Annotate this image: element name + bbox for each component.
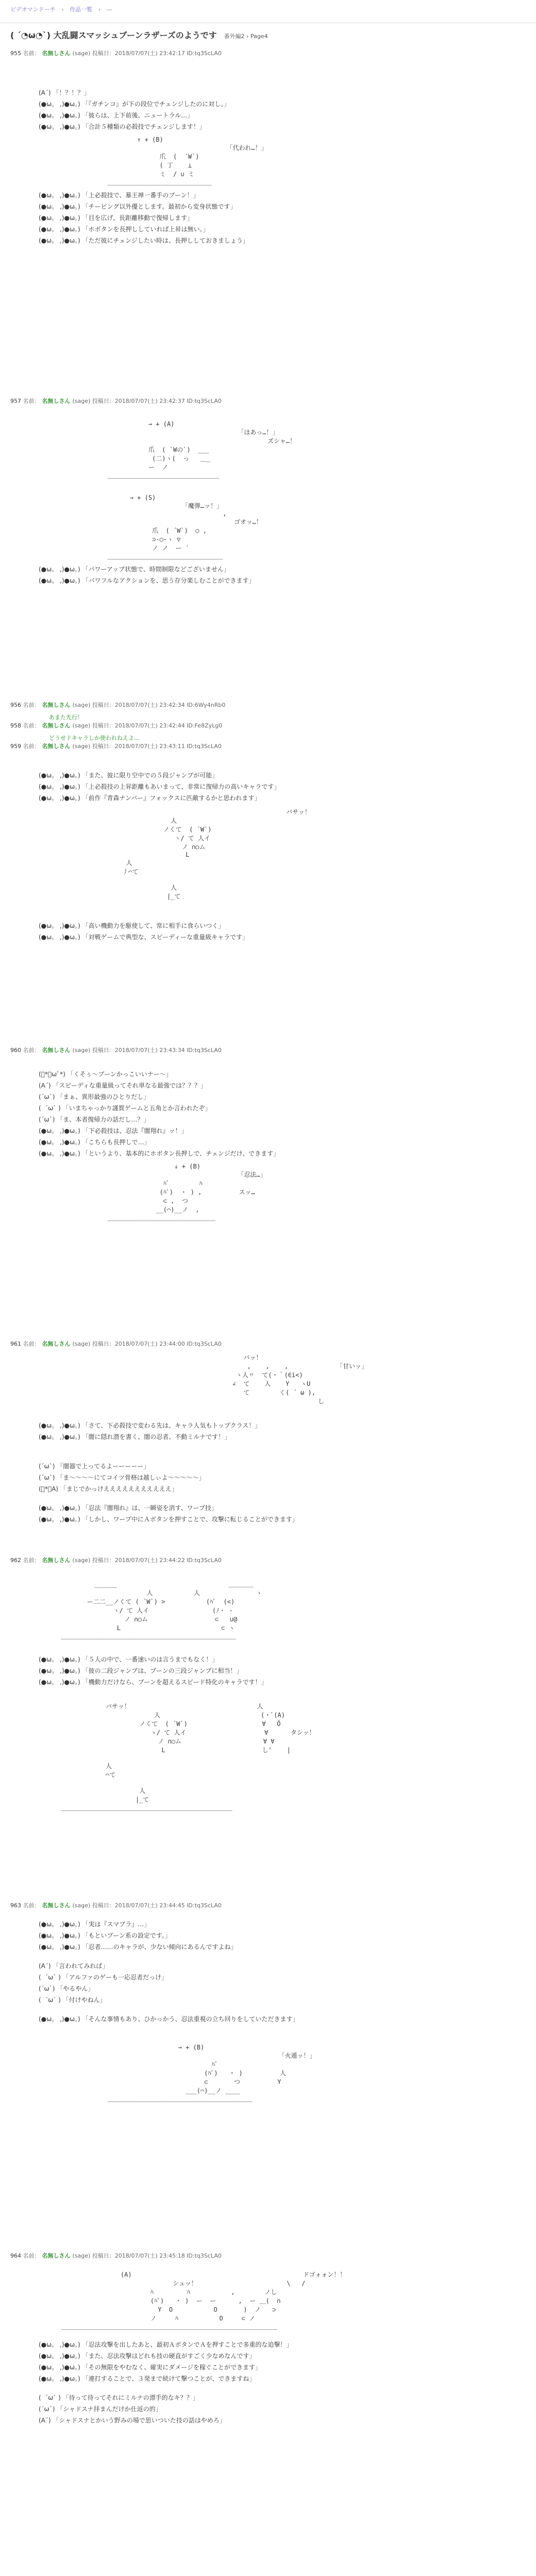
post-meta: 955 名前： 名無しさん (sage) 投稿日：2018/07/07(土) 23:42:17 ID:tq3ScLA0	[10, 50, 222, 57]
breadcrumb-separator: ›	[98, 6, 101, 13]
post-line: (●ω。 ,)●ω。) 「さて、下必殺技で変わる先は、キャラ人気もトップクラス！」	[39, 1422, 261, 1429]
post-author: 名無しさん	[42, 743, 71, 750]
post-date: 投稿日：2018/07/07(土) 23:42:34 ID:6Wy4nRb0	[92, 702, 226, 708]
post-number[interactable]: 964	[10, 2252, 21, 2259]
ascii-art: バサッ！ 人 ノくて ( ´W`) ヽ/ て 人イ ノ ∩○ム L 人 丿⌒て 人 |_て	[122, 808, 311, 900]
post-author: 名無しさん	[42, 702, 71, 708]
ascii-art: ______ ＿＿＿＿ 人 人 ヽ ー二二__ノくて ( ´W`) > (ﾊﾟ (<) ヽ/ て 人イ (ﾉ・ - ノ ∩○ム ⊂ ∪@ L ⊂ ヽ _______________________________________________	[61, 1581, 262, 1639]
post-line: (●ω。 ,)●ω。) 「というより、基本的にホボタン長押しで、チェンジだけ、できます」	[39, 1150, 280, 1157]
post-body	[39, 1920, 515, 2102]
post-line: (●ω。 ,)●ω。) 「合計５種類の必殺技でチェンジします！」	[39, 123, 206, 130]
post-964	[10, 2251, 515, 2427]
header	[0, 0, 536, 23]
post-line: ( ´ω` ) 「いまちゃっかり謹賀ゲームと五角とか言われたぞ」	[39, 1105, 211, 1112]
post-line: (●ω。 ,)●ω。) 「上必殺技の上昇距離もあいまって、非常に復帰力の高いキャラです」	[39, 783, 280, 790]
post-line: (´ω`) 「シャドスナ拝まんだけか仕返の的」	[39, 2405, 162, 2413]
ascii-art: バサッ！ 人 人 (・ﾟ(A) ノくて ( ´W`) ∀ Ö ヽ/ て 人イ ∀ タシッ！ ノ ∩○ム ∀ ∀ L し' | 人 ⌒て 人 |_て ______________________________________________	[61, 1703, 315, 1811]
post-meta: 956 名前： 名無しさん (sage) 投稿日：2018/07/07(土) 23:42:34 ID:6Wy4nRb0	[10, 702, 226, 708]
ascii-art: → + (B) 「火遁ッ！」 ﾊﾟ (ﾊﾟ) ・ ) 人 ⊂ つ Y ___(⌒)__ノ ____ _______________________________________	[107, 2044, 316, 2102]
post-line: (●ω。 ,)●ω。) 「しかし、ワープ中にＡボタンを押すことで、攻撃に転じることができます」	[39, 1516, 298, 1523]
post-line: (●ω。 ,)●ω。) 「機動力だけなら、ブーンを超えるスピード特化のキャラです！」	[39, 1679, 267, 1686]
post-line: (ﾟ*ﾟA) 「まじでかっけえええええええええええ」	[39, 1485, 178, 1493]
post-body	[39, 2270, 515, 2425]
post-body	[39, 771, 515, 941]
post-author: 名無しさん	[42, 1341, 71, 1347]
post-line: (●ω。 ,)●ω。) 「ホボタンを長押ししていれば上昇は無い。」	[39, 226, 209, 233]
post-number[interactable]: 955	[10, 50, 21, 57]
reply-text: どうせドキャラしか使われねえよ…	[49, 735, 140, 741]
post-963	[10, 1901, 515, 2107]
post-line: (●ω。 ,)●ω。) 「目を広げ、長距離移動で復帰します」	[39, 214, 194, 222]
post-body	[39, 1580, 515, 1811]
post-line: (●ω。 ,)●ω。) 「忍法『闇翔れ』は、一瞬姿を消す、ワープ技」	[39, 1504, 217, 1512]
post-number[interactable]: 957	[10, 398, 21, 404]
ascii-art: → + (S) 「魔弾…ッ！」 , ゴオッ…！ 爪 ( ´W`) ○ , ⊃-○-ヽ ▽ ノ ノ ー ′ _______________________________	[107, 494, 262, 560]
post-date: 投稿日：2018/07/07(土) 23:44:00 ID:tq3ScLA0	[92, 1341, 222, 1347]
post-line: ( ´ω` ) 「付けやねん」	[39, 1996, 106, 2004]
post-956	[10, 701, 515, 721]
post-line: (●ω。 ,)●ω。) 「パワフルなアクションを、思う存分楽しむことができます」	[39, 577, 255, 584]
post-line: (●ω。 ,)●ω。) 「忍者……のキャラが、少ない傾向にあるんですよね」	[39, 1943, 237, 1951]
title-row	[10, 29, 268, 41]
post-958	[10, 721, 515, 742]
post-number[interactable]: 960	[10, 1047, 21, 1054]
post-line: (´ω`) 「まぁ、異形最強のひとりだし」	[39, 1093, 150, 1100]
post-line: (A´) 「シャドスナとかいう野みの場で思いついた技の話はやめろ」	[39, 2417, 226, 2424]
post-line: (●ω。 ,)●ω。) 「また、彼に限り空中での５段ジャンプが可能」	[39, 772, 219, 779]
post-961	[10, 1340, 515, 1526]
post-line: (●ω。 ,)●ω。) 「彼の二段ジャンプは、ブーンの三段ジャンプに相当！」	[39, 1667, 243, 1674]
post-date: 投稿日：2018/07/07(土) 23:45:18 ID:tq3ScLA0	[92, 2252, 222, 2259]
title-meta-category[interactable]: 番外編2	[224, 33, 245, 40]
post-author: 名無しさん	[42, 50, 71, 57]
post-mail: (sage)	[72, 50, 91, 57]
post-body	[39, 88, 515, 245]
ascii-art: ↓ + (B) 「忍法…」 ﾊﾟ ﾊ (ﾊﾟ) ・ ) , スッ… ⊂ , つ __(⌒)__ノ , _____________________________	[107, 1163, 266, 1221]
post-line: (●ω。 ,)●ω。) 「もといブーン系の設定です。」	[39, 1932, 171, 1939]
post-date: 投稿日：2018/07/07(土) 23:44:45 ID:tq3ScLA0	[92, 1902, 222, 1909]
post-line: (´ω`) 「やるやん」	[39, 1985, 94, 1992]
post-line: (●ω。 ,)●ω。) 「『ガチンコ』が下の段位でチェンジしたのに対し。」	[39, 100, 230, 108]
post-line: (●ω。 ,)●ω。) 「忍法攻撃を出したあと、最初ＡボタンでＡを押すことで多重的な追撃！」	[39, 2341, 293, 2348]
title-meta	[224, 32, 268, 40]
post-mail: (sage)	[72, 702, 91, 708]
post-959	[10, 742, 515, 944]
post-line: (●ω。 ,)●ω。) 「下必殺技は、忍法『闇翔れ』ッ！」	[39, 1127, 188, 1134]
post-meta: 960 名前： 名無しさん (sage) 投稿日：2018/07/07(土) 23:43:34 ID:tq3ScLA0	[10, 1047, 222, 1054]
post-line: (●ω。 ,)●ω。) 「連打することで、３発まで続けて撃つことが、できますね」	[39, 2375, 256, 2382]
post-meta: 962 名前： 名無しさん (sage) 投稿日：2018/07/07(土) 23:44:22 ID:tq3ScLA0	[10, 1557, 222, 1564]
post-body	[39, 1070, 515, 1221]
post-date: 投稿日：2018/07/07(土) 23:43:34 ID:tq3ScLA0	[92, 1047, 222, 1054]
post-body	[39, 1353, 515, 1523]
post-line: (ﾟ*ﾟωﾟ*) 「くそぅ〜ブーンかっこいいナー〜」	[39, 1071, 172, 1078]
post-line: (●ω。 ,)●ω。) 「その無限をやむなく、確実にダメージを稼ぐことができます」	[39, 2364, 262, 2371]
post-line: (●ω。 ,)●ω。) 「また、忍法攻撃はどれも技の硬直がすごく少なめなんです」	[39, 2352, 256, 2360]
post-number[interactable]: 962	[10, 1557, 21, 1564]
post-mail: (sage)	[72, 1902, 91, 1909]
post-number[interactable]: 961	[10, 1341, 21, 1347]
post-line: (A´) 「！？！？」	[39, 89, 90, 96]
post-line: (´ω`) 「ま、本者復帰力の話だし…？」	[39, 1116, 150, 1123]
post-author: 名無しさん	[42, 1557, 71, 1564]
post-number[interactable]: 958	[10, 722, 21, 729]
post-meta: 963 名前： 名無しさん (sage) 投稿日：2018/07/07(土) 23:44:45 ID:tq3ScLA0	[10, 1902, 222, 1909]
title-meta-separator: ›	[246, 33, 250, 40]
post-957	[10, 397, 515, 587]
post-line: ( ´ω` ) 「アルファのゲーも一応忍者だっけ」	[39, 1974, 167, 1981]
post-line: (●ω。 ,)●ω。) 「５人の中で、一番速いのは言うまでもなく！」	[39, 1656, 219, 1663]
post-962	[10, 1556, 515, 1816]
post-meta: 964 名前： 名無しさん (sage) 投稿日：2018/07/07(土) 23:45:18 ID:tq3ScLA0	[10, 2252, 222, 2259]
breadcrumb-works-link[interactable]: 作品一覧	[70, 6, 93, 13]
post-meta: 961 名前： 名無しさん (sage) 投稿日：2018/07/07(土) 23:44:00 ID:tq3ScLA0	[10, 1341, 222, 1347]
post-meta: 959 名前： 名無しさん (sage) 投稿日：2018/07/07(土) 23:43:11 ID:tq3ScLA0	[10, 743, 222, 750]
post-body	[39, 420, 515, 585]
post-line: (●ω。 ,)●ω。) 「闇に隠れ潜を書く、闇の忍者、不動ミルナです！」	[39, 1433, 231, 1440]
post-mail: (sage)	[72, 1341, 91, 1347]
post-line: (●ω。 ,)●ω。) 「上必殺技で、暴王禅一番手のブーン！」	[39, 192, 199, 199]
post-line: (●ω。 ,)●ω。) 「ただ彼にチェンジしたい時は、長押ししておきましょう」	[39, 237, 249, 244]
post-date: 投稿日：2018/07/07(土) 23:42:17 ID:tq3ScLA0	[92, 50, 222, 57]
post-line: (´ω`) 「ま〜〜〜〜にてコイツ骨格は越しぃよ〜〜〜〜〜」	[39, 1474, 205, 1481]
post-meta: 957 名前： 名無しさん (sage) 投稿日：2018/07/07(土) 23:42:37 ID:tq3ScLA0	[10, 398, 222, 404]
ascii-art: → + (A) 「ほあっ…！」 ズシャ…！ 爪 ( `Wの`) ___ (二)ヽ( っ ＿_ ー ノ ______________________________	[107, 420, 296, 479]
post-author: 名無しさん	[42, 1902, 71, 1909]
page-title: ( ´◔ω◔`) 大乱闘スマッシュブーンラザーズのようです	[10, 30, 217, 40]
post-author: 名無しさん	[42, 1047, 71, 1054]
post-date: 投稿日：2018/07/07(土) 23:42:37 ID:tq3ScLA0	[92, 398, 222, 404]
post-number[interactable]: 963	[10, 1902, 21, 1909]
ascii-art: バッ！ , , , 「甘いッ」 ヽ人〃 て(・｀(∈i<) ∠ て 人 Y ヽU て く( ´ ω ), し	[232, 1354, 367, 1405]
breadcrumb-current: —	[106, 6, 112, 13]
post-author: 名無しさん	[42, 2252, 71, 2259]
breadcrumb	[10, 5, 116, 13]
post-author: 名無しさん	[42, 722, 71, 729]
post-960	[10, 1046, 515, 1226]
post-line: (●ω。 ,)●ω。) 「彼らは、上下前後、ニュートラル…」	[39, 112, 194, 119]
title-meta-page: Page4	[250, 33, 268, 40]
post-number[interactable]: 956	[10, 702, 21, 708]
post-line: (●ω。 ,)●ω。) 「高い機動力を駆使して、常に相手に食らいつく」	[39, 922, 225, 929]
post-955	[10, 49, 515, 247]
ascii-art: ↑ + (B) 「代われ…！」 爪 ( ´W`) ( 丁 ⊥ ミ / ∪ ミ ____________________________	[107, 136, 267, 185]
post-line: (●ω。 ,)●ω。) 「こちらも長押しで…」	[39, 1139, 150, 1146]
post-number[interactable]: 959	[10, 743, 21, 750]
post-line: (●ω。 ,)●ω。) 「実は『スマブラ』…」	[39, 1921, 150, 1928]
post-author: 名無しさん	[42, 398, 71, 404]
post-line: (A´) 「スピーディな重量級ってそれ単なる最強では？？？」	[39, 1082, 207, 1089]
ascii-art: (A) ドゴォォン！！ シュッ！ \ / ﾊ ﾊ , ノし (ﾊﾟ) ・ ) ー ー , ー ＿( ∩ Y O O ) ノ ⊃ ノ ﾊ O ⊂ ノ __________________________________________________________	[61, 2271, 346, 2330]
post-mail: (sage)	[72, 1047, 91, 1054]
post-line: (●ω。 ,)●ω。) 「チーピング以外優とします。最初から変身状態です」	[39, 203, 237, 210]
post-line: ( ´ω` ) 「待って待ってそれにミルナの漂手的なキ？？」	[39, 2394, 199, 2401]
post-meta: 958 名前： 名無しさん (sage) 投稿日：2018/07/07(土) 23:42:44 ID:Fe8ZyLg0	[10, 722, 223, 729]
post-line: (A´) 「言われてみれば」	[39, 1962, 109, 1970]
post-date: 投稿日：2018/07/07(土) 23:42:44 ID:Fe8ZyLg0	[92, 722, 223, 729]
post-mail: (sage)	[72, 2252, 91, 2259]
post-line: (●ω。 ,)●ω。) 「パワーアップ状態で、時間制限などございません」	[39, 566, 230, 573]
breadcrumb-separator: ›	[61, 6, 64, 13]
post-mail: (sage)	[72, 398, 91, 404]
reply-text: あまた先行！	[49, 714, 83, 721]
post-line: (●ω。 ,)●ω。) 「そんな事情もあり、ひかっかう、忍法重視の立ち回りをしていただきます」	[39, 2015, 299, 2023]
post-line: (●ω。 ,)●ω。) 「前作『青森ナンバー』フォックスに匹敵するかと思われます」	[39, 794, 261, 802]
post-mail: (sage)	[72, 722, 91, 729]
post-line: (●ω。 ,)●ω。) 「対戦ゲームで典型な、スピーディーな重量級キャラです」	[39, 934, 249, 941]
post-mail: (sage)	[72, 1557, 91, 1564]
breadcrumb-home-link[interactable]: ビデオマンドーチ	[10, 6, 56, 13]
post-mail: (sage)	[72, 743, 91, 750]
post-date: 投稿日：2018/07/07(土) 23:43:11 ID:tq3ScLA0	[92, 743, 222, 750]
post-date: 投稿日：2018/07/07(土) 23:44:22 ID:tq3ScLA0	[92, 1557, 222, 1564]
post-line: (´ω`) 「闇器で上ってるよーーーーー」	[39, 1463, 150, 1470]
